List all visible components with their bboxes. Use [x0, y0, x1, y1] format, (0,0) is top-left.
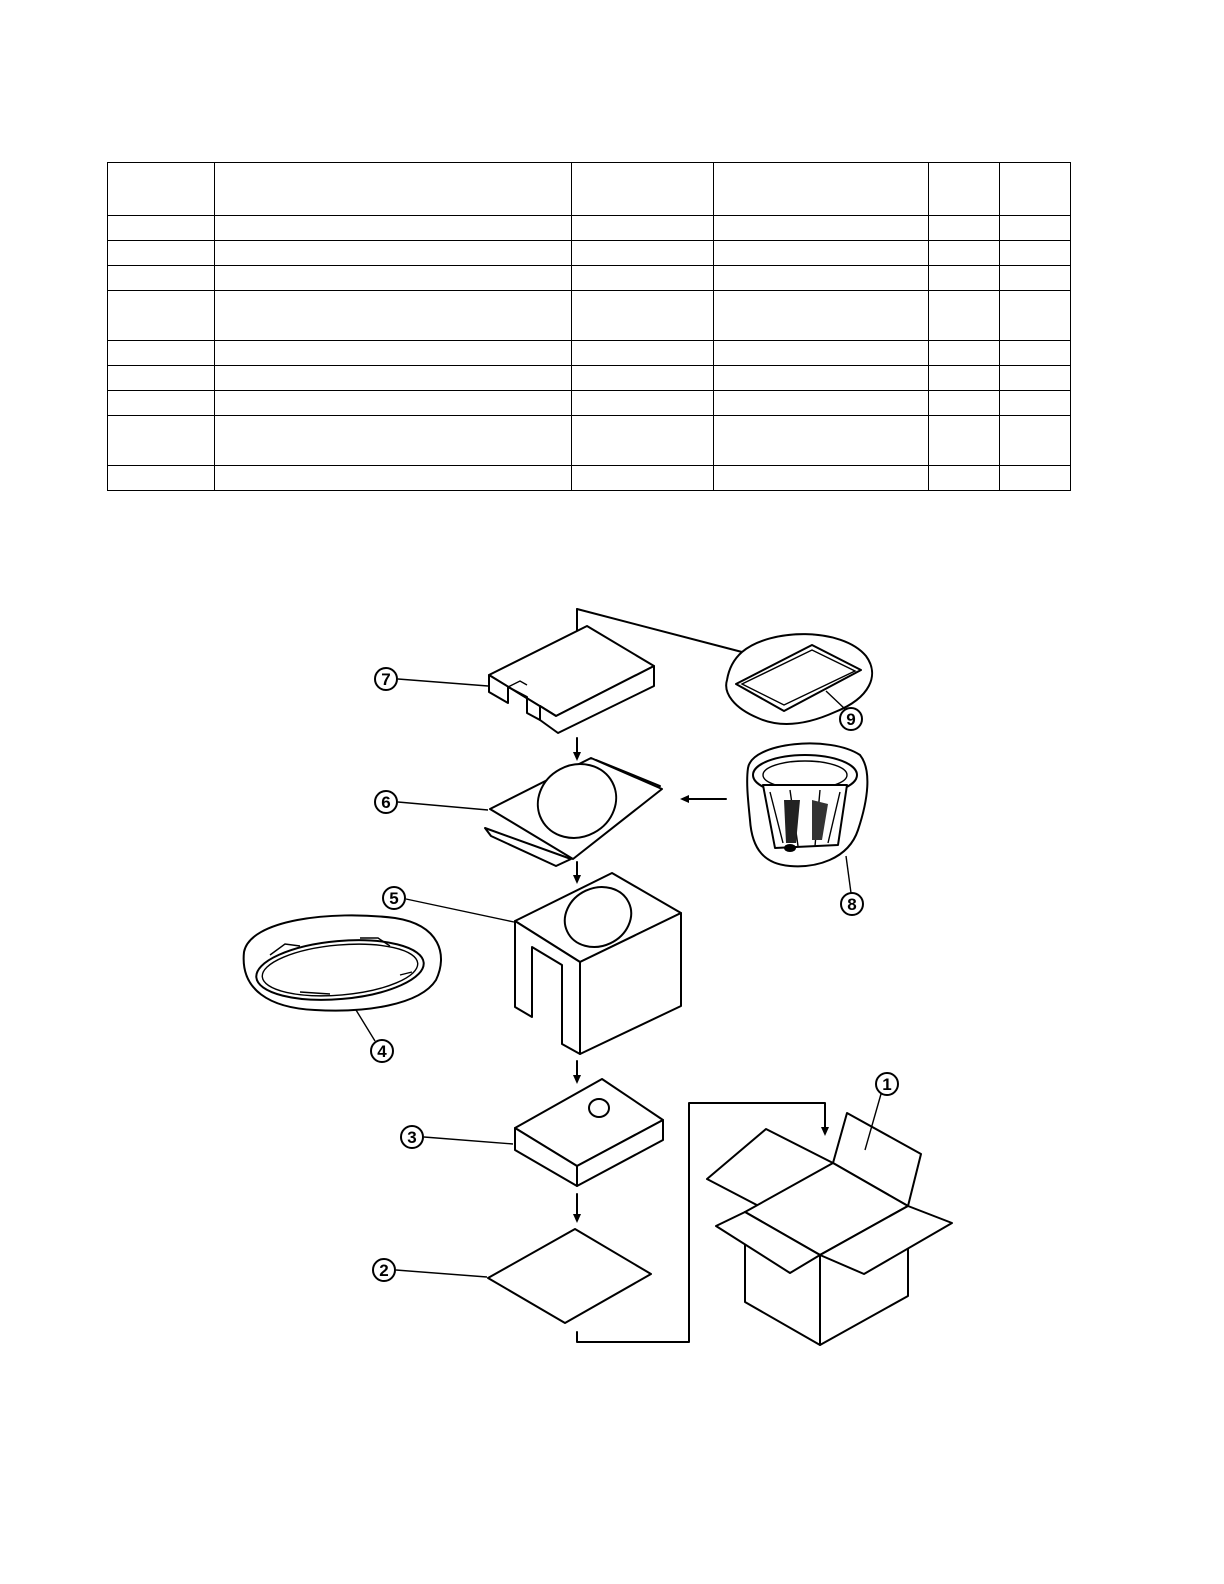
item-2-flat-sheet — [488, 1229, 651, 1323]
svg-text:3: 3 — [407, 1128, 417, 1147]
callout-5 — [383, 887, 514, 922]
callout-4 — [356, 1010, 393, 1062]
svg-text:6: 6 — [381, 793, 391, 812]
item-1-carton — [707, 1113, 952, 1345]
item-6-cutout-sheet — [485, 750, 662, 866]
svg-text:5: 5 — [389, 889, 399, 908]
callout-2 — [373, 1259, 487, 1281]
svg-text:8: 8 — [847, 895, 857, 914]
svg-text:1: 1 — [882, 1075, 892, 1094]
item-7-top-pad — [489, 626, 654, 733]
item-3-bottom-pad — [515, 1079, 663, 1186]
callout-7 — [375, 668, 488, 690]
callout-8 — [841, 856, 863, 915]
svg-text:2: 2 — [379, 1261, 389, 1280]
svg-text:7: 7 — [381, 670, 391, 689]
svg-text:4: 4 — [377, 1042, 387, 1061]
callout-6 — [375, 791, 488, 813]
callout-3 — [401, 1126, 513, 1148]
item-5-u-spacer — [515, 873, 681, 1054]
item-8-bagged-driver — [747, 743, 867, 866]
item-4-bagged-ring — [244, 915, 441, 1010]
svg-text:9: 9 — [846, 710, 856, 729]
